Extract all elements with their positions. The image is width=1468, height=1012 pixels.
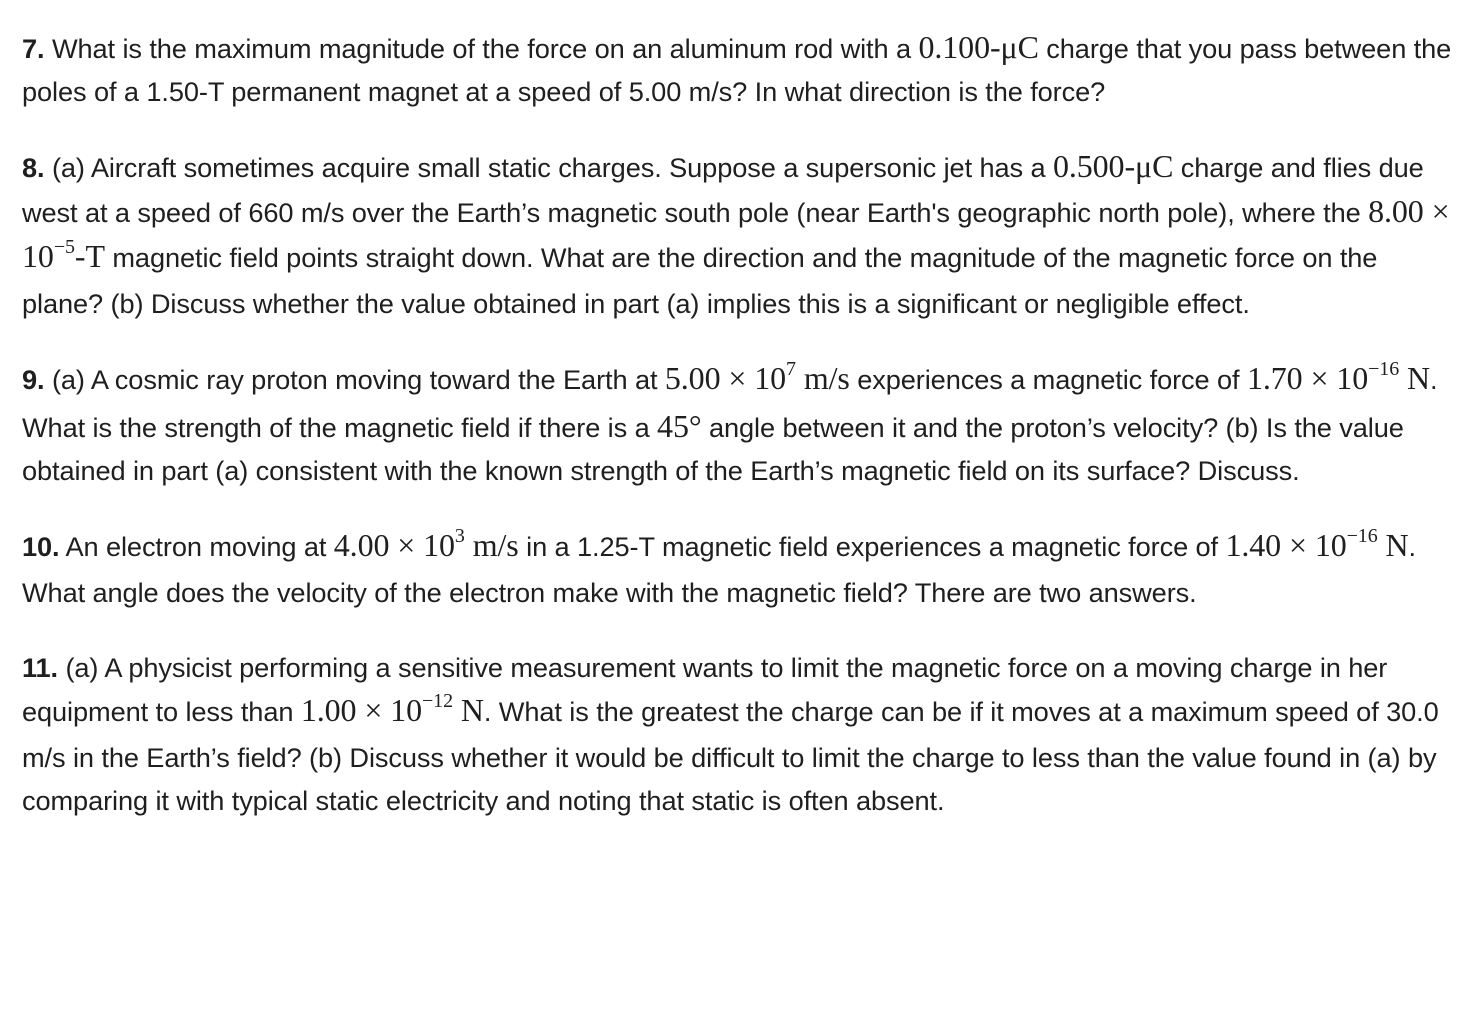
math-exponent: 3 bbox=[454, 525, 465, 548]
problem-number: 7. bbox=[22, 33, 45, 64]
math-exponent: 7 bbox=[786, 358, 796, 381]
problem-number: 10. bbox=[22, 531, 60, 563]
math-expression: 1.00 × 10 bbox=[300, 692, 422, 729]
math-expression: N bbox=[1399, 360, 1431, 397]
math-expression: 8.00 × 10 bbox=[22, 193, 1450, 274]
math-expression: N bbox=[452, 692, 484, 729]
problem-number: 8. bbox=[22, 152, 45, 184]
math-expression: m/s bbox=[464, 527, 519, 564]
math-expression: 0.500-μC bbox=[1052, 148, 1174, 185]
problem-number: 11. bbox=[22, 651, 58, 683]
math-expression: 5.00 × 10 bbox=[664, 360, 787, 397]
math-expression: m/s bbox=[795, 360, 850, 397]
math-expression: -T bbox=[74, 237, 105, 274]
math-expression: 4.00 × 10 bbox=[333, 527, 455, 564]
math-expression: N bbox=[1377, 527, 1409, 564]
math-exponent: −5 bbox=[53, 235, 75, 258]
math-expression: 0.100-μC bbox=[918, 29, 1039, 65]
math-exponent: −12 bbox=[421, 690, 453, 713]
problem-11: 11. (a) A physicist performing a sensitive measurement wants to limit the magnetic force on a moving charge in her equipment to less than $1.00 \times 10^{-12}$ N. What is the greatest the charge can be if it moves at a maximum speed of 30.0 m/s in the Earth’s field? (b) Discuss whether it would be difficult to limit the charge to less than the value found in (a) by comparing it with typical static electricity and noting that static is often absent. bbox=[22, 651, 1439, 816]
problem-8: 8. (a) Aircraft sometimes acquire small static charges. Suppose a supersonic jet has a 0.500-μC charge and flies due west at a speed of 660 m/s over the Earth’s magnetic south pole (near Earth's geographic north pole), where the $8.00 \times 10^{-5}-T$ magnetic field points straight down. What are the direction and the magnitude of the magnetic force on the plane? (b) Discuss whether the value obtained in part (a) implies this is a significant or negligible effect. bbox=[22, 148, 1450, 319]
math-expression: 1.70 × 10 bbox=[1246, 360, 1369, 397]
problem-9: 9. (a) A cosmic ray proton moving toward the Earth at $5.00 \times 10^7$ m/s experiences a magnetic force of $1.70 \times 10^{-16}$ N. What is the strength of the magnetic field if there is a 45° angle between it and the proton’s velocity? (b) Is the value obtained in part (a) consistent with the known strength of the Earth’s magnetic field on its surface? Discuss. bbox=[22, 358, 1438, 486]
math-expression: 1.40 × 10 bbox=[1225, 527, 1347, 564]
problem-number: 9. bbox=[22, 364, 45, 396]
math-exponent: −16 bbox=[1346, 525, 1378, 548]
problem-7: 7. What is the maximum magnitude of the force on an aluminum rod with a 0.100-μC charge that you pass between the poles of a 1.50-T permanent magnet at a speed of 5.00 m/s? In what direction is the force? bbox=[22, 29, 1452, 107]
math-expression: 45° bbox=[657, 407, 702, 444]
math-exponent: −16 bbox=[1368, 358, 1400, 381]
problem-10: 10. An electron moving at $4.00 \times 10^3$ m/s in a 1.25-T magnetic field experiences a magnetic force of $1.40 \times 10^{-16}$ N. What angle does the velocity of the electron make with the magnetic field? There are two answers. bbox=[22, 525, 1416, 609]
